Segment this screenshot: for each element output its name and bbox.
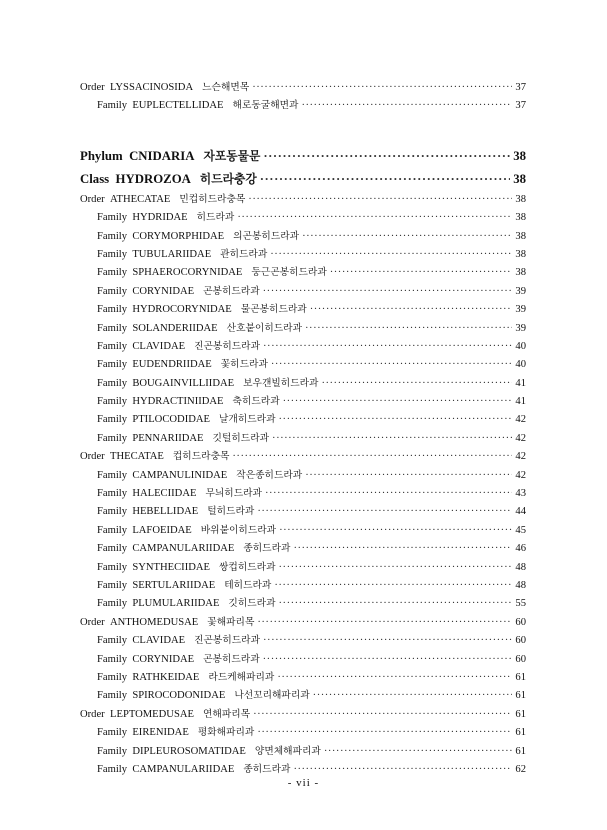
taxon-name: Order LYSSACINOSIDA [80, 82, 194, 93]
page-number: 42 [515, 414, 526, 426]
korean-name: 보우갠빌히드라과 [243, 377, 319, 389]
taxon-name: Family CLAVIDAE [97, 340, 186, 352]
korean-name: 히드라과 [196, 212, 235, 224]
taxon-name: Family HEBELLIDAE [97, 506, 199, 518]
toc-entry-family[interactable] [80, 283, 526, 301]
dot-leader [271, 359, 513, 370]
section-gap [80, 116, 526, 147]
korean-name: 축히드라과 [232, 396, 280, 408]
dot-leader [237, 212, 512, 223]
toc-entry-family[interactable] [80, 430, 526, 448]
toc-entry-family[interactable] [80, 467, 526, 485]
dot-leader [263, 341, 512, 352]
page-number: 38 [515, 248, 526, 260]
toc-entry-family[interactable] [80, 97, 526, 115]
page-number: 48 [515, 561, 526, 573]
page-number: 37 [515, 100, 526, 112]
taxon-name: Family PTILOCODIDAE [97, 414, 210, 426]
toc-entry-family[interactable] [80, 595, 526, 613]
korean-name: 종히드라과 [243, 763, 291, 775]
taxon-name: Family CAMPANULARIIDAE [97, 543, 235, 555]
korean-name: 털히드라과 [207, 506, 255, 518]
page-number: 40 [515, 359, 526, 371]
toc-entry-family[interactable] [80, 393, 526, 411]
page-number: 39 [515, 322, 526, 334]
taxon-name: Family CORYNIDAE [97, 285, 195, 297]
taxon-name: Family CLAVIDAE [97, 635, 186, 647]
dot-leader [330, 267, 513, 278]
page-number: 48 [515, 579, 526, 591]
taxon-name: Order ATHECATAE [80, 193, 171, 205]
korean-name: 나선꼬리해파리과 [234, 690, 310, 702]
dot-leader [257, 506, 512, 517]
taxon-name: Family TUBULARIIDAE [97, 248, 212, 260]
taxon-name: Family PENNARIIDAE [97, 432, 204, 444]
page-number: 42 [515, 469, 526, 481]
taxon-name: Family SPIROCODONIDAE [97, 690, 226, 702]
korean-name: 컵히드라충목 [172, 451, 230, 463]
toc-entry-order[interactable] [80, 191, 526, 209]
taxon-name: Family SOLANDERIIDAE [97, 322, 218, 334]
page-number: 39 [515, 285, 526, 297]
taxon-name: Order THECATAE [80, 451, 164, 463]
korean-name: 평화해파리과 [197, 727, 255, 739]
korean-name: 해로동굴해면과 [232, 100, 299, 112]
dot-leader [265, 488, 512, 499]
toc-entry-family[interactable] [80, 338, 526, 356]
page-number: 61 [515, 745, 526, 757]
korean-name: 진곤봉히드라과 [194, 635, 261, 647]
taxon-name: Family CAMPANULINIDAE [97, 469, 228, 481]
korean-name: 날개히드라과 [219, 414, 276, 426]
toc-entry-order[interactable] [80, 614, 526, 632]
korean-name: 꽃히드라과 [220, 359, 268, 371]
taxon-name: Family HYDRIDAE [97, 212, 188, 224]
dot-leader [293, 764, 512, 775]
dot-leader [279, 525, 512, 536]
korean-name: 테히드라과 [224, 579, 272, 591]
taxon-name: Class HYDROZOA [80, 171, 191, 186]
page-number: 41 [515, 377, 526, 389]
toc-entry-family[interactable] [80, 522, 526, 540]
korean-name: 둥근곤봉히드라과 [251, 267, 327, 279]
toc-entry-family[interactable] [80, 485, 526, 503]
toc-entry-family[interactable] [80, 632, 526, 650]
taxon-name: Family DIPLEUROSOMATIDAE [97, 745, 246, 757]
korean-name: 쌍컵히드라과 [219, 561, 276, 573]
korean-name: 꽃해파리목 [207, 616, 255, 628]
page-number: 43 [515, 488, 526, 500]
dot-leader [263, 149, 510, 164]
toc-entry-family[interactable] [80, 559, 526, 577]
page-number: 44 [515, 506, 526, 518]
page-number: 38 [513, 148, 526, 163]
taxon-name: Family HALECIIDAE [97, 488, 197, 500]
taxon-name: Family CORYNIDAE [97, 653, 195, 665]
korean-name: 종히드라과 [243, 543, 291, 555]
dot-leader [263, 654, 513, 665]
taxon-name: Family CORYMORPHIDAE [97, 230, 225, 242]
korean-name: 깃털히드라과 [212, 432, 270, 444]
taxon-name: Family BOUGAINVILLIIDAE [97, 377, 235, 389]
page-number: 42 [515, 432, 526, 444]
page-number: 61 [515, 671, 526, 683]
dot-leader [321, 378, 512, 389]
page-number: 60 [515, 653, 526, 665]
toc-entry-family[interactable] [80, 687, 526, 705]
toc-entry-family[interactable] [80, 577, 526, 595]
korean-name: 의곤봉히드라과 [233, 230, 300, 242]
taxon-name: Family CAMPANULARIIDAE [97, 763, 235, 775]
taxon-name: Family EUDENDRIIDAE [97, 359, 212, 371]
page-number: 60 [515, 635, 526, 647]
dot-leader [279, 414, 513, 425]
dot-leader [305, 470, 512, 481]
dot-leader [293, 543, 512, 554]
dot-leader [277, 672, 512, 683]
page-number: 46 [515, 543, 526, 555]
taxon-name: Family EUPLECTELLIDAE [97, 100, 224, 112]
dot-leader [272, 433, 512, 444]
dot-leader [279, 598, 513, 609]
page-number: 38 [515, 212, 526, 224]
toc-entry-family[interactable] [80, 743, 526, 761]
toc-entry-family[interactable] [80, 228, 526, 246]
dot-leader [324, 746, 513, 757]
dot-leader [252, 82, 512, 93]
taxon-name: Family RATHKEIDAE [97, 671, 200, 683]
dot-leader [274, 580, 512, 591]
taxon-name: Order ANTHOMEDUSAE [80, 616, 199, 628]
korean-name: 곤봉히드라과 [203, 653, 260, 665]
page-number: 61 [515, 727, 526, 739]
page-number: 61 [515, 690, 526, 702]
toc-entry-phylum[interactable] [80, 147, 526, 170]
dot-leader [279, 562, 513, 573]
dot-leader [263, 286, 513, 297]
dot-leader [302, 231, 512, 242]
page-number: 62 [515, 763, 526, 775]
taxon-name: Family LAFOEIDAE [97, 524, 192, 536]
toc-entry-family[interactable] [80, 375, 526, 393]
page-number: 38 [515, 193, 526, 205]
korean-name: 자포동물문 [203, 148, 261, 163]
toc-entry-family[interactable] [80, 246, 526, 264]
korean-name: 깃히드라과 [228, 598, 276, 610]
toc-entry-class[interactable] [80, 170, 526, 191]
toc-entry-family[interactable] [80, 356, 526, 374]
taxon-name: Family PLUMULARIIDAE [97, 598, 220, 610]
dot-leader [263, 635, 512, 646]
page-number: 40 [515, 340, 526, 352]
taxon-name: Order LEPTOMEDUSAE [80, 708, 194, 720]
toc-entry-family[interactable] [80, 503, 526, 521]
taxon-name: Family SERTULARIIDAE [97, 579, 216, 591]
page-number: 55 [515, 598, 526, 610]
page-number: 41 [515, 396, 526, 408]
dot-leader [310, 304, 513, 315]
toc-entry-order[interactable] [80, 706, 526, 724]
toc-entry-family[interactable] [80, 320, 526, 338]
korean-name: 작은종히드라과 [236, 469, 303, 481]
korean-name: 진곤봉히드라과 [194, 340, 261, 352]
page-number: 38 [515, 267, 526, 279]
taxon-name: Phylum CNIDARIA [80, 148, 195, 163]
taxon-name: Family HYDROCORYNIDAE [97, 304, 232, 316]
dot-leader [283, 396, 513, 407]
dot-leader [260, 172, 510, 187]
page-number: 45 [515, 524, 526, 536]
korean-name: 산호붙이히드라과 [226, 322, 303, 334]
toc-entry-family[interactable] [80, 540, 526, 558]
taxon-name: Family SPHAEROCORYNIDAE [97, 267, 243, 279]
korean-name: 곤봉히드라과 [203, 285, 260, 297]
korean-name: 연해파리목 [202, 708, 251, 720]
dot-leader [253, 709, 512, 720]
taxon-name: Family EIRENIDAE [97, 727, 189, 739]
toc-entry-family[interactable] [80, 669, 526, 687]
dot-leader [248, 194, 512, 205]
dot-leader [257, 617, 512, 628]
korean-name: 관히드라과 [220, 248, 268, 260]
dot-leader [301, 100, 512, 111]
taxon-name: Family SYNTHECIIDAE [97, 561, 210, 573]
page-number: 61 [515, 708, 526, 720]
korean-name: 물곤봉히드라과 [240, 304, 307, 316]
page-number: 60 [515, 616, 526, 628]
toc-entry-family[interactable] [80, 301, 526, 319]
taxon-name: Family HYDRACTINIIDAE [97, 396, 224, 408]
korean-name: 무늬히드라과 [205, 488, 262, 500]
page-number: 37 [515, 82, 526, 93]
toc-entry-order[interactable] [80, 448, 526, 466]
dot-leader [313, 690, 513, 701]
toc-entry-family[interactable] [80, 651, 526, 669]
dot-leader [305, 323, 512, 334]
table-of-contents [80, 79, 526, 779]
page-number: 39 [515, 304, 526, 316]
dot-leader [270, 249, 512, 260]
toc-entry-order[interactable] [80, 79, 526, 97]
toc-entry-family[interactable] [80, 411, 526, 429]
korean-name: 라드케해파리과 [208, 671, 275, 683]
dot-leader [257, 727, 512, 738]
korean-name: 민컵히드라충목 [179, 193, 246, 205]
korean-name: 느슨해면목 [202, 82, 250, 93]
page-number: 38 [515, 230, 526, 242]
dot-leader [232, 451, 512, 462]
korean-name: 양면체해파리과 [254, 745, 321, 757]
page-number-footer: - vii - [287, 777, 320, 789]
korean-name: 히드라충강 [199, 171, 257, 186]
page-number: 38 [513, 171, 526, 186]
toc-entry-family[interactable] [80, 724, 526, 742]
toc-entry-family[interactable] [80, 264, 526, 282]
page-number: 42 [515, 451, 526, 463]
korean-name: 바위붙이히드라과 [200, 524, 277, 536]
toc-entry-family[interactable] [80, 209, 526, 227]
